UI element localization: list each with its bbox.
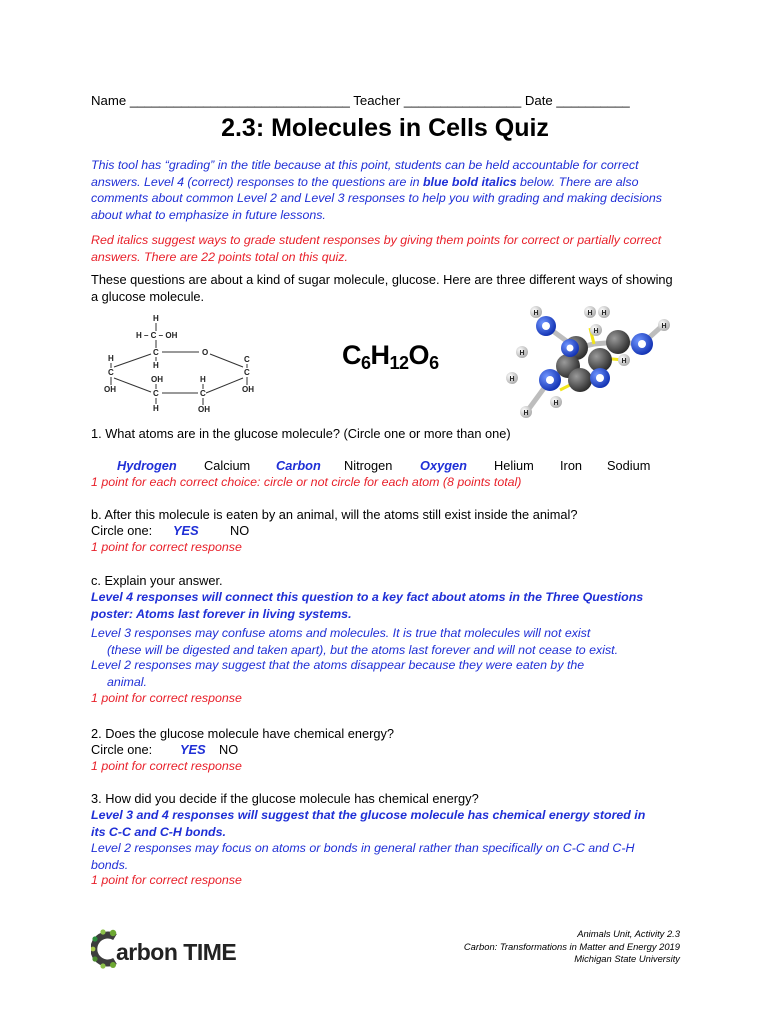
qb-answer-row (91, 523, 391, 539)
formula-h: H (370, 340, 390, 370)
q3-level2: Level 2 responses may focus on atoms or bonds in general rather than specifically on C-C and C-H bonds. (91, 841, 635, 872)
struct-label: OH (104, 385, 116, 394)
q1-atom-choices (0, 458, 770, 476)
intro-bold: blue bold italics (422, 174, 517, 189)
lead-paragraph: These questions are about a kind of sugar molecule, glucose. Here are three different ways of showing a glucose molecule. (91, 272, 673, 304)
struct-label: O (202, 348, 209, 357)
qc-level2-line2: animal. (107, 674, 147, 689)
intro-text-1: This tool has “grading” in the title because at this point, students can be held accountable for correct answers. Level 4 (correct) responses to the questions are in (91, 158, 639, 189)
q3-grading: 1 point for correct response (91, 873, 242, 887)
hydrogen-label: H (533, 310, 539, 317)
atom-choice-iron[interactable]: Iron (560, 458, 583, 473)
atom-choice-sodium[interactable]: Sodium (607, 458, 651, 473)
carbon-time-logo-text: arbon TIME (116, 939, 237, 965)
struct-label: H – C – OH (136, 331, 178, 340)
hydrogen-label: H (519, 350, 525, 357)
footer-line-2: Carbon: Transformations in Matter and Energy 2019 (463, 940, 680, 952)
qc-level2 (91, 657, 691, 690)
struct-label: C (200, 389, 206, 398)
q2-question: 2. Does the glucose molecule have chemical energy? (91, 726, 395, 741)
atom-choice-carbon[interactable]: Carbon (276, 458, 321, 473)
formula-o-count: 6 (429, 353, 439, 373)
footer-line-1: Animals Unit, Activity 2.3 (577, 928, 680, 939)
struct-label: C (153, 389, 159, 398)
struct-label: C (153, 348, 159, 357)
qc-level3-line1: Level 3 responses may confuse atoms and molecules. It is true that molecules will not exist (91, 626, 591, 640)
q2-grading: 1 point for correct response (91, 759, 242, 773)
molecular-formula (342, 340, 439, 374)
grading-note: Red italics suggest ways to grade student responses by giving them points for correct or partially correct answers. There are 22 points total on this quiz. (91, 233, 662, 264)
q2-circle-label: Circle one: (91, 742, 153, 757)
struct-label: C (108, 368, 114, 377)
qb-yes-option[interactable]: YES (173, 523, 199, 538)
struct-label: H (200, 375, 206, 384)
formula-c-count: 6 (361, 353, 371, 373)
struct-label: OH (242, 385, 254, 394)
header-fields[interactable]: Name ______________________________ Teacher ________________ Date __________ (91, 93, 630, 108)
hydrogen-label: H (601, 310, 607, 317)
qc-level2-line1: Level 2 responses may suggest that the atoms disappear because they were eaten by the (91, 658, 585, 672)
intro-text-2: below. There are also comments about common Level 2 and Level 3 responses to help you with grading and making decisions about what to emphasize in future lessons. (91, 174, 662, 222)
q3-level34: Level 3 and 4 responses will suggest that the glucose molecule has chemical energy stored in its C-C and C-H bonds. (91, 808, 646, 839)
q2-answer-row (91, 742, 391, 758)
struct-label: C (244, 368, 250, 377)
page-title: 2.3: Molecules in Cells Quiz (221, 114, 549, 142)
formula-o: O (408, 340, 430, 370)
struct-label: H (108, 354, 114, 363)
atom-choice-oxygen[interactable]: Oxygen (420, 458, 467, 473)
footer-credits (464, 928, 680, 966)
struct-label: OH (198, 405, 210, 414)
hydrogen-label: H (587, 310, 593, 317)
struct-label: C (244, 355, 250, 364)
formula-c: C (342, 340, 361, 370)
intro-paragraph (91, 157, 681, 223)
qc-level3-line2: (these will be digested and taken apart), but the atoms last forever and will not cease to exist. (107, 642, 619, 657)
hydrogen-label: H (621, 358, 627, 365)
q1-grading: 1 point for each correct choice: circle or not circle for each atom (8 points total) (91, 475, 522, 489)
hydrogen-label: H (661, 323, 667, 330)
q3-question: 3. How did you decide if the glucose molecule has chemical energy? (91, 791, 479, 806)
q2-yes-option[interactable]: YES (180, 742, 206, 757)
qb-circle-label: Circle one: (91, 523, 153, 538)
hydrogen-label: H (593, 328, 599, 335)
footer-line-3: Michigan State University (574, 953, 680, 964)
hydrogen-label: H (553, 400, 559, 407)
glucose-structural-diagram (96, 312, 276, 416)
hydrogen-label: H (523, 410, 529, 417)
hydrogen-label: H (509, 376, 515, 383)
q1-question: 1. What atoms are in the glucose molecule? (Circle one or more than one) (91, 426, 511, 441)
qc-level3 (91, 625, 691, 658)
struct-label: H (153, 314, 159, 323)
atom-choice-hydrogen[interactable]: Hydrogen (117, 458, 177, 473)
struct-label: H (153, 404, 159, 413)
atom-choice-helium[interactable]: Helium (494, 458, 534, 473)
struct-label: H (153, 361, 159, 370)
atom-choice-calcium[interactable]: Calcium (204, 458, 251, 473)
qb-grading: 1 point for correct response (91, 540, 242, 554)
atom-choice-nitrogen[interactable]: Nitrogen (344, 458, 393, 473)
qb-question: b. After this molecule is eaten by an animal, will the atoms still exist inside the animal? (91, 507, 578, 522)
struct-label: OH (151, 375, 163, 384)
qc-question: c. Explain your answer. (91, 573, 223, 588)
qb-no-option[interactable]: NO (230, 523, 250, 538)
qc-level4: Level 4 responses will connect this question to a key fact about atoms in the Three Questions poster: Atoms last forever in living systems. (91, 590, 644, 621)
carbon-ball (606, 330, 630, 354)
q2-no-option[interactable]: NO (219, 742, 239, 757)
carbon-ball (568, 368, 592, 392)
glucose-ball-model (500, 300, 680, 422)
qc-grading: 1 point for correct response (91, 691, 242, 705)
formula-h-count: 12 (389, 353, 409, 373)
